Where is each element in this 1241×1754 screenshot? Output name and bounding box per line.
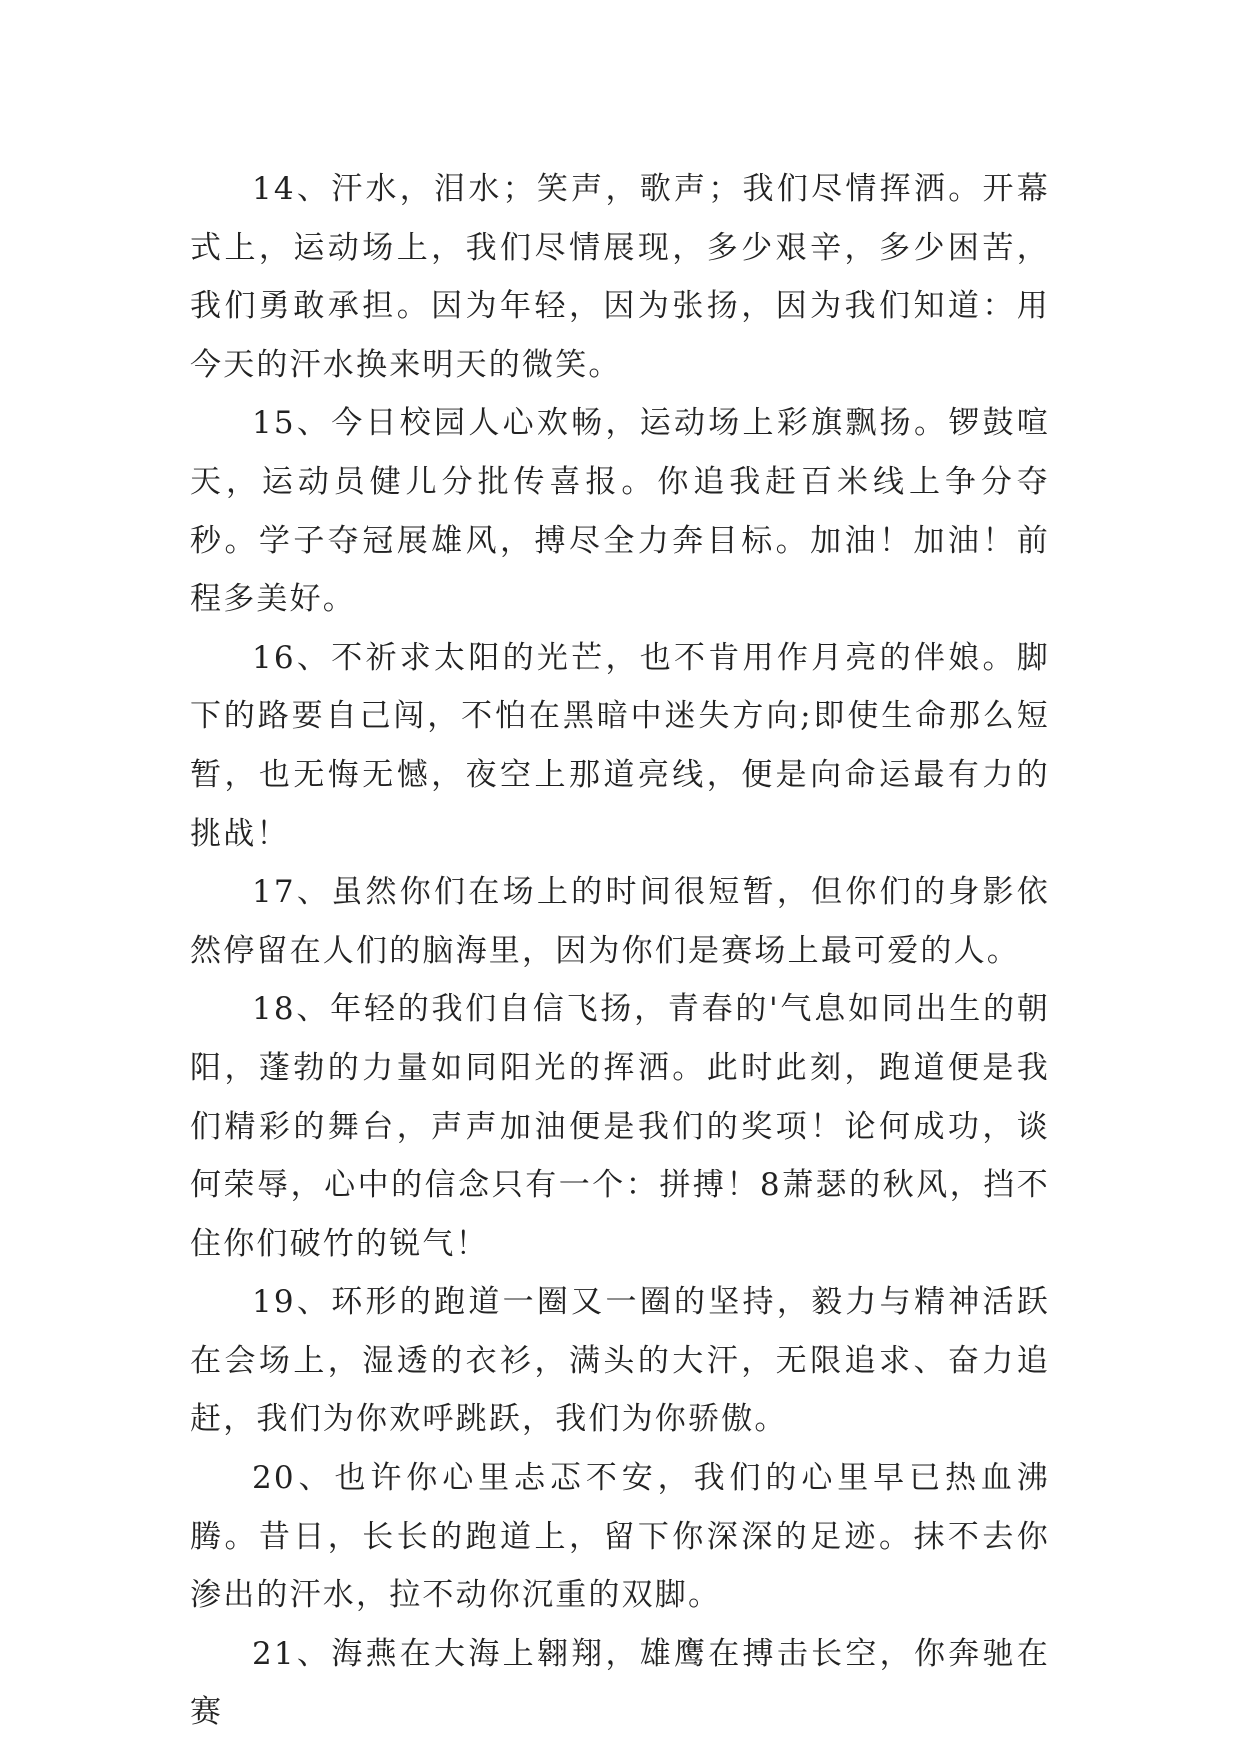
paragraph-21: 21、海燕在大海上翱翔，雄鹰在搏击长空，你奔驰在赛 [190, 1635, 1050, 1731]
paragraph-17: 17、虽然你们在场上的时间很短暂，但你们的身影依然停留在人们的脑海里，因为你们是赛场上最可爱的人。 [190, 874, 1050, 969]
paragraph-20: 20、也许你心里忐忑不安，我们的心里早已热血沸腾。昔日，长长的跑道上，留下你深深的足迹。抹不去你渗出的汗水，拉不动你沉重的双脚。 [190, 1460, 1050, 1614]
paragraph-15: 15、今日校园人心欢畅，运动场上彩旗飘扬。锣鼓喧天，运动员健儿分批传喜报。你追我赶百米线上争分夺秒。学子夺冠展雄风，搏尽全力奔目标。加油！加油！前程多美好。 [190, 405, 1050, 618]
paragraph-14: 14、汗水，泪水；笑声，歌声；我们尽情挥洒。开幕式上，运动场上，我们尽情展现，多少艰辛，多少困苦，我们勇敢承担。因为年轻，因为张扬，因为我们知道：用今天的汗水换来明天的微笑。 [190, 171, 1050, 383]
paragraph-16: 16、不祈求太阳的光芒，也不肯用作月亮的伴娘。脚下的路要自己闯，不怕在黑暗中迷失方向;即使生命那么短暂，也无悔无憾，夜空上那道亮线，便是向命运最有力的挑战！ [190, 639, 1050, 852]
paragraph-18: 18、年轻的我们自信飞扬，青春的'气息如同出生的朝阳，蓬勃的力量如同阳光的挥洒。此时此刻，跑道便是我们精彩的舞台，声声加油便是我们的奖项！论何成功，谈何荣辱，心中的信念只有一个：拼搏！8萧瑟的秋风，挡不住你们破竹的锐气！ [190, 991, 1050, 1262]
paragraph-19: 19、环形的跑道一圈又一圈的坚持，毅力与精神活跃在会场上，湿透的衣衫，满头的大汗，无限追求、奋力追赶，我们为你欢呼跳跃，我们为你骄傲。 [190, 1284, 1050, 1438]
document-body [190, 160, 1050, 1742]
